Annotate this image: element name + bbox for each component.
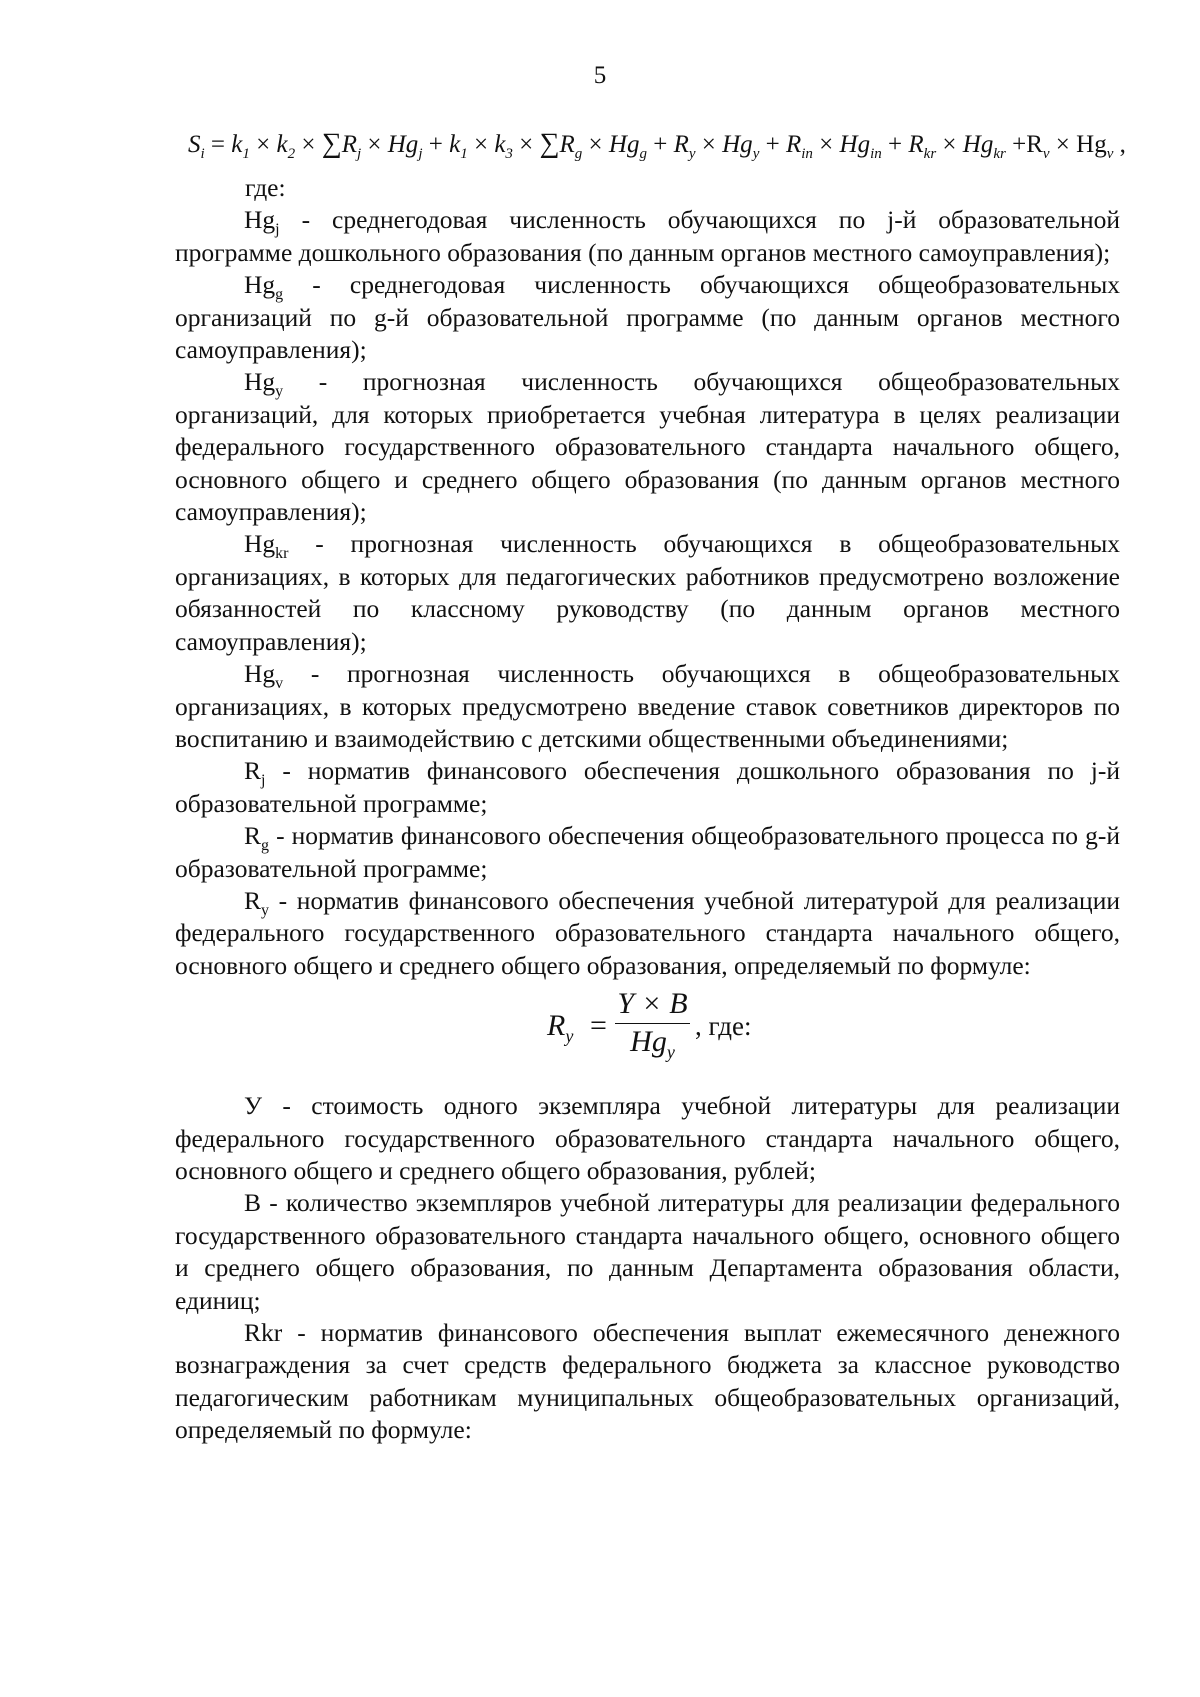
definition-paragraph: В - количество экземпляров учебной литературы для реализации федерального государственного образовательного стандарта начального общего, основного общего и среднего общего образования, по данным Департамента образования области, единиц; (175, 1188, 1120, 1315)
ry-formula-fraction (615, 987, 690, 1062)
definition-paragraph: $R_y$ - норматив финансового обеспечения учебной литературой для реализации федерального государственного образовательного стандарта начального общего, основного общего и среднего общего образования, определяемый по формуле: (175, 885, 1120, 980)
definition-paragraph: Rkr - норматив финансового обеспечения выплат ежемесячного денежного вознаграждения за счет средств федерального бюджета за классное руководство педагогическим работникам муниципальных общеобразовательных организаций, определяемый по формуле: (175, 1318, 1120, 1445)
definition-paragraph: $Hg_j$ - среднегодовая численность обучающихся по j-й образовательной программе дошкольного образования (по данным органов местного самоуправления); (175, 205, 1120, 267)
fraction-denominator: $Hg_y$ (630, 1024, 675, 1062)
where-label: где: (245, 173, 286, 202)
ry-formula-lhs: $R_y$ (547, 1009, 574, 1047)
definition-paragraph: $R_g$ - норматив финансового обеспечения общеобразовательного процесса по g-й образовательной программе; (175, 821, 1120, 883)
ry-formula-tail: , где: (695, 1011, 752, 1042)
definition-paragraph: $Hg_v$ - прогнозная численность обучающихся в общеобразовательных организациях, в которых предусмотрено введение ставок советников директоров по воспитанию и взаимодействию с детскими общественными объединениями; (175, 659, 1120, 753)
definition-paragraph: $R_j$ - норматив финансового обеспечения дошкольного образования по j-й образовательной программе; (175, 756, 1120, 818)
definition-paragraph: $Hg_y$ - прогнозная численность обучающихся общеобразовательных организаций, для которых приобретается учебная литература в целях реализации федерального государственного образовательного стандарта начального общего, основного общего и среднего общего образования (по данным органов местного самоуправления); (175, 367, 1120, 527)
ry-formula-equals: = (590, 1009, 607, 1043)
definition-paragraph: $Hg_g$ - среднегодовая численность обучающихся общеобразовательных организаций по g-й образовательной программе (по данным органов местного самоуправления); (175, 270, 1120, 365)
page-number: 5 (593, 62, 607, 89)
definition-paragraph: $Hg_{kr}$ - прогнозная численность обучающихся в общеобразовательных организациях, в которых для педагогических работников предусмотрено возложение обязанностей по классному руководству (по данным органов местного самоуправления); (175, 529, 1120, 656)
fraction-numerator: Y × B (615, 988, 690, 1023)
body-text (175, 172, 1120, 1447)
ry-formula (175, 988, 1120, 1064)
definition-paragraph: У - стоимость одного экземпляра учебной литературы для реализации федерального государственного образовательного стандарта начального общего, основного общего и среднего общего образования, рублей; (175, 1091, 1120, 1185)
main-formula: $S_i = k_1 \times k_2 \times \sum R_j \times Hg_j + k_1 \times k_3 \times \sum R_g \times Hg_g + R_y \times Hg_y + R_{in} \times Hg_{in} + R_{kr} \times Hg_{kr} +R_v \times Hg_v$ , (188, 128, 1126, 162)
